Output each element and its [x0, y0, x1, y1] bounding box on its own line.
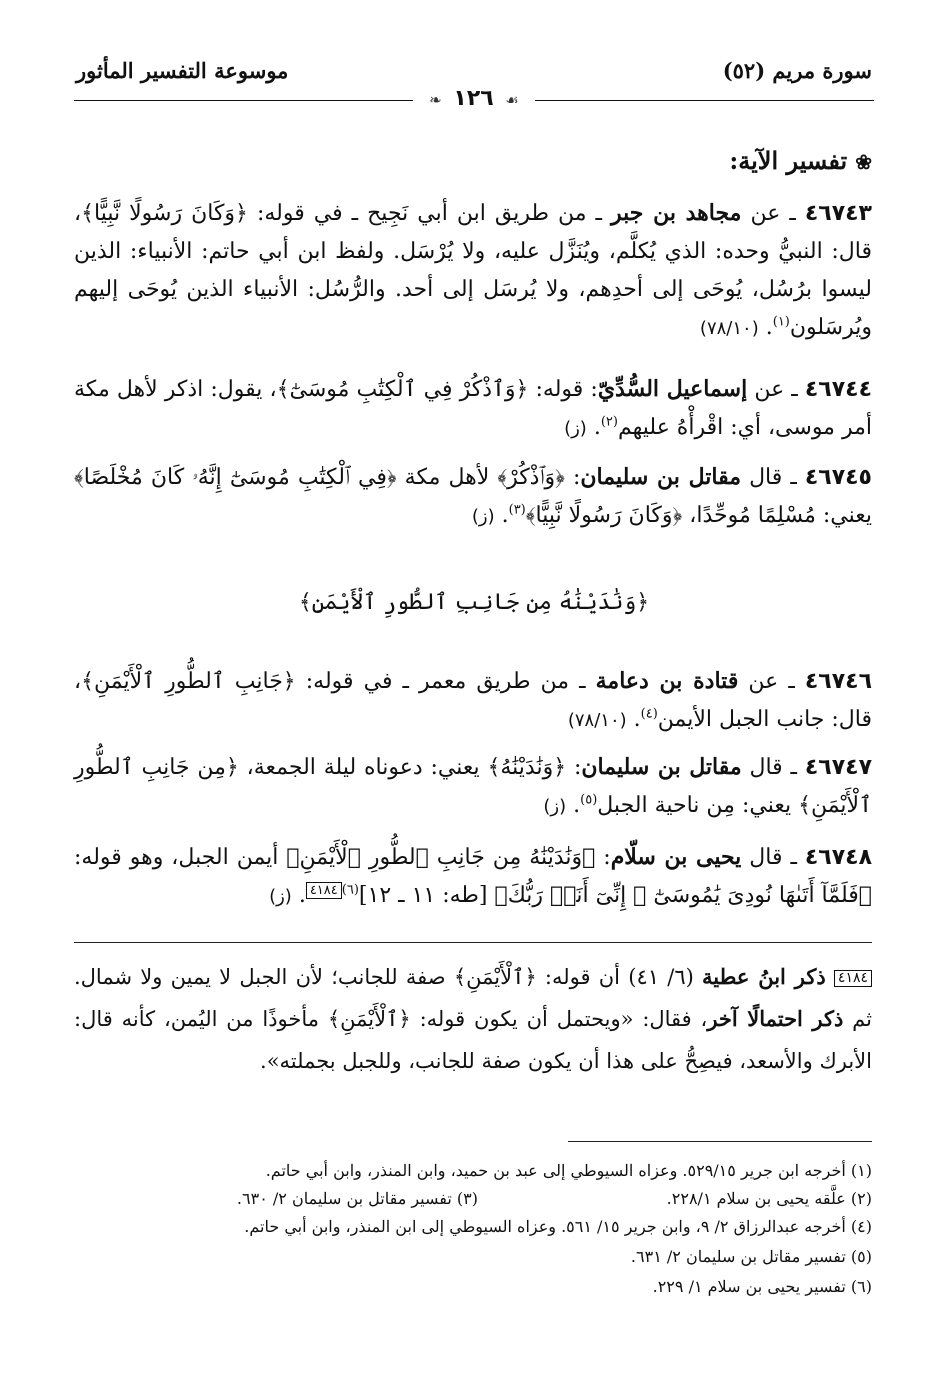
flower-icon: ❀ — [855, 150, 872, 174]
note-bold-2: ذكر احتمالًا آخر — [707, 1006, 844, 1031]
entry-tail: . — [626, 707, 641, 732]
entry-tail: . — [494, 503, 509, 528]
verse-heading: ﴿وَنَٰدَيْنَٰهُ مِن جَانِبِ ٱلطُّورِ ٱلْأَيْمَنِ﴾ — [298, 590, 650, 615]
entry-tail: . — [758, 315, 773, 340]
entry-number: ٤٦٧٤٤ — [804, 377, 873, 402]
note-number-box: ٤١٨٤ — [834, 970, 872, 987]
page-number-wrap — [0, 86, 948, 111]
entry-tail: . — [291, 883, 306, 908]
entry-number: ٤٦٧٤٣ — [804, 201, 872, 226]
entry-number: ٤٦٧٤٧ — [804, 755, 872, 780]
entry-lead: ـ عن — [738, 669, 805, 694]
entry-lead: ـ قال — [741, 755, 805, 780]
entry-46747 — [74, 748, 872, 826]
footnote-5: (٥) تفسير مقاتل بن سليمان ٢/ ٦٣١. — [630, 1247, 872, 1266]
page-number-box — [413, 86, 535, 111]
footnote-1: (١) أخرجه ابن جرير ٥٢٩/١٥. وعزاه السيوطي إلى عبد بن حميد، وابن المنذر، وابن أبي حاتم. — [265, 1161, 872, 1180]
entry-46743 — [74, 194, 872, 348]
entry-text: : قوله: ﴿وَٱذْكُرْ فِي ٱلْكِتَٰبِ مُوسَىٰٓ﴾، يقول: اذكر لأهل مكة أمر موسى، أي: اقْرأْهُ عليهم — [74, 377, 872, 440]
entry-text: : ﴿وَنَٰدَيْنَٰهُ﴾ يعني: دعوناه ليلة الجمعة، ﴿مِن جَانِبِ ٱلطُّورِ ٱلْأَيْمَنِ﴾ يعني: مِن ناحية الجبل — [74, 755, 872, 818]
narrator-name: مقاتل بن سليمان — [580, 464, 742, 490]
entry-source: (ز) — [471, 506, 495, 527]
entry-source: (٧٨/١٠) — [699, 318, 759, 339]
entry-lead: ـ قال — [741, 845, 805, 870]
ornament-icon: ☙ — [505, 91, 519, 109]
note-text-2: ، فقال: «ويحتمل أن يكون قوله: ﴿ٱلْأَيْمَنِ﴾ مأخوذًا من اليُمن، كأنه قال: الأبرك والأسعد، فيصِحُّ على هذا أن يكون صفة للجانب، وللجبل بجملته». — [74, 1007, 872, 1073]
note-bold-1: ذكر ابنُ عطية — [702, 964, 826, 989]
note-text-1: (٦/ ٤١) أن قوله: ﴿ٱلْأَيْمَنِ﴾ صفة للجانب؛ لأن الجبل لا يمين ولا شمال. ثم — [74, 965, 872, 1031]
footnote-3: (٣) تفسير مقاتل بن سليمان ٢/ ٦٣٠. — [236, 1189, 478, 1208]
footnotes-rule — [568, 1141, 872, 1142]
ornament-icon: ❧ — [429, 91, 442, 109]
page-number: ١٢٦ — [453, 86, 494, 111]
entry-lead: ـ قال — [741, 465, 805, 490]
footnote-4: (٤) أخرجه عبدالرزاق ٢/ ٩، وابن جرير ١٥/ ٥٦١. وعزاه السيوطي إلى ابن المنذر، وابن أبي حاتم. — [244, 1217, 872, 1236]
entry-lead: ـ عن — [741, 201, 805, 226]
footnote-ref: (٣) — [508, 502, 526, 518]
entry-source: (ز) — [564, 418, 587, 439]
section-title-text: تفسير الآية: — [729, 146, 848, 175]
scholar-note — [74, 956, 872, 1082]
entry-46748 — [74, 838, 872, 916]
entry-46745 — [74, 458, 872, 536]
entry-number: ٤٦٧٤٦ — [804, 669, 872, 694]
narrator-name: مجاهد بن جبر — [611, 200, 742, 226]
entry-46744 — [74, 370, 872, 448]
note-ref-box: ٤١٨٤ — [306, 882, 342, 899]
entry-text: ـ من طريق معمر ـ في قوله: ﴿جَانِبِ ٱلطُّورِ ٱلْأَيْمَنِ﴾، قال: جانب الجبل الأيمن — [74, 669, 872, 732]
entry-46746 — [74, 662, 872, 740]
narrator-name: مقاتل بن سليمان — [581, 754, 742, 780]
entry-source: (ز) — [269, 886, 292, 907]
section-title — [729, 146, 872, 175]
entry-text: ـ من طريق ابن أبي نَجِيح ـ في قوله: ﴿وَكَانَ رَسُولًا نَّبِيًّا﴾، قال: النبيُّ وحده: الذي يُكلَّم، ويُنَزَّل عليه، ولا يُرْسَل. ولفظ ابن أبي حاتم: الأنبياء: الذين ليسوا برُسُل، يُوحَى إلى أحدِهم، ولا يُرسَل إلى أحد. والرُّسُل: الأنبياء الذين يُوحَى إليهم ويُرسَلون — [74, 201, 872, 340]
footnote-ref: (٥) — [580, 792, 598, 808]
entry-text: : ﴿وَٱذْكُرْ﴾ لأهل مكة ﴿فِي ٱلْكِتَٰبِ مُوسَىٰٓ إِنَّهُۥ كَانَ مُخْلَصًا﴾ يعني: مُسْلِمًا مُوحِّدًا، ﴿وَكَانَ رَسُولًا نَّبِيًّا﴾ — [74, 465, 872, 528]
footnote-6: (٦) تفسير يحيى بن سلام ١/ ٢٢٩. — [652, 1277, 872, 1296]
narrator-name: يحيى بن سلّام — [610, 844, 742, 870]
entry-source: (٧٨/١٠) — [567, 710, 627, 731]
book-title: موسوعة التفسير المأثور — [76, 58, 289, 83]
entry-tail: . — [586, 415, 601, 440]
footnote-ref: (١) — [772, 314, 790, 330]
note-rule — [74, 942, 872, 943]
narrator-name: إسماعيل السُّدِّيّ — [597, 376, 748, 402]
surah-title: سورة مريم (٥٢) — [722, 58, 872, 83]
footnote-ref: (٦) — [341, 882, 359, 898]
note-lead — [826, 965, 834, 989]
footnote-ref: (٤) — [640, 706, 658, 722]
entry-number: ٤٦٧٤٥ — [804, 465, 872, 490]
narrator-name: قتادة بن دعامة — [595, 668, 739, 694]
footnote-ref: (٢) — [600, 414, 618, 430]
entry-tail: . — [566, 793, 581, 818]
entry-source: (ز) — [543, 796, 567, 817]
entry-lead: ـ عن — [747, 377, 805, 402]
entry-number: ٤٦٧٤٨ — [804, 845, 872, 870]
entry-text: : ﴿وَنَٰدَيْنَٰهُ مِن جَانِبِ ٱلطُّورِ ٱلْأَيْمَنِ﴾ أيمن الجبل، وهو قوله: ﴿فَلَمَّآ أَتَىٰهَا نُودِىَ يَٰمُوسَىٰٓ ⑪ إِنِّىٓ أَنَا۠ رَبُّكَ﴾ [طه: ١١ ـ ١٢] — [74, 845, 872, 908]
footnote-2: (٢) علَّقه يحيى بن سلام ٢٢٨/١. — [666, 1189, 872, 1208]
